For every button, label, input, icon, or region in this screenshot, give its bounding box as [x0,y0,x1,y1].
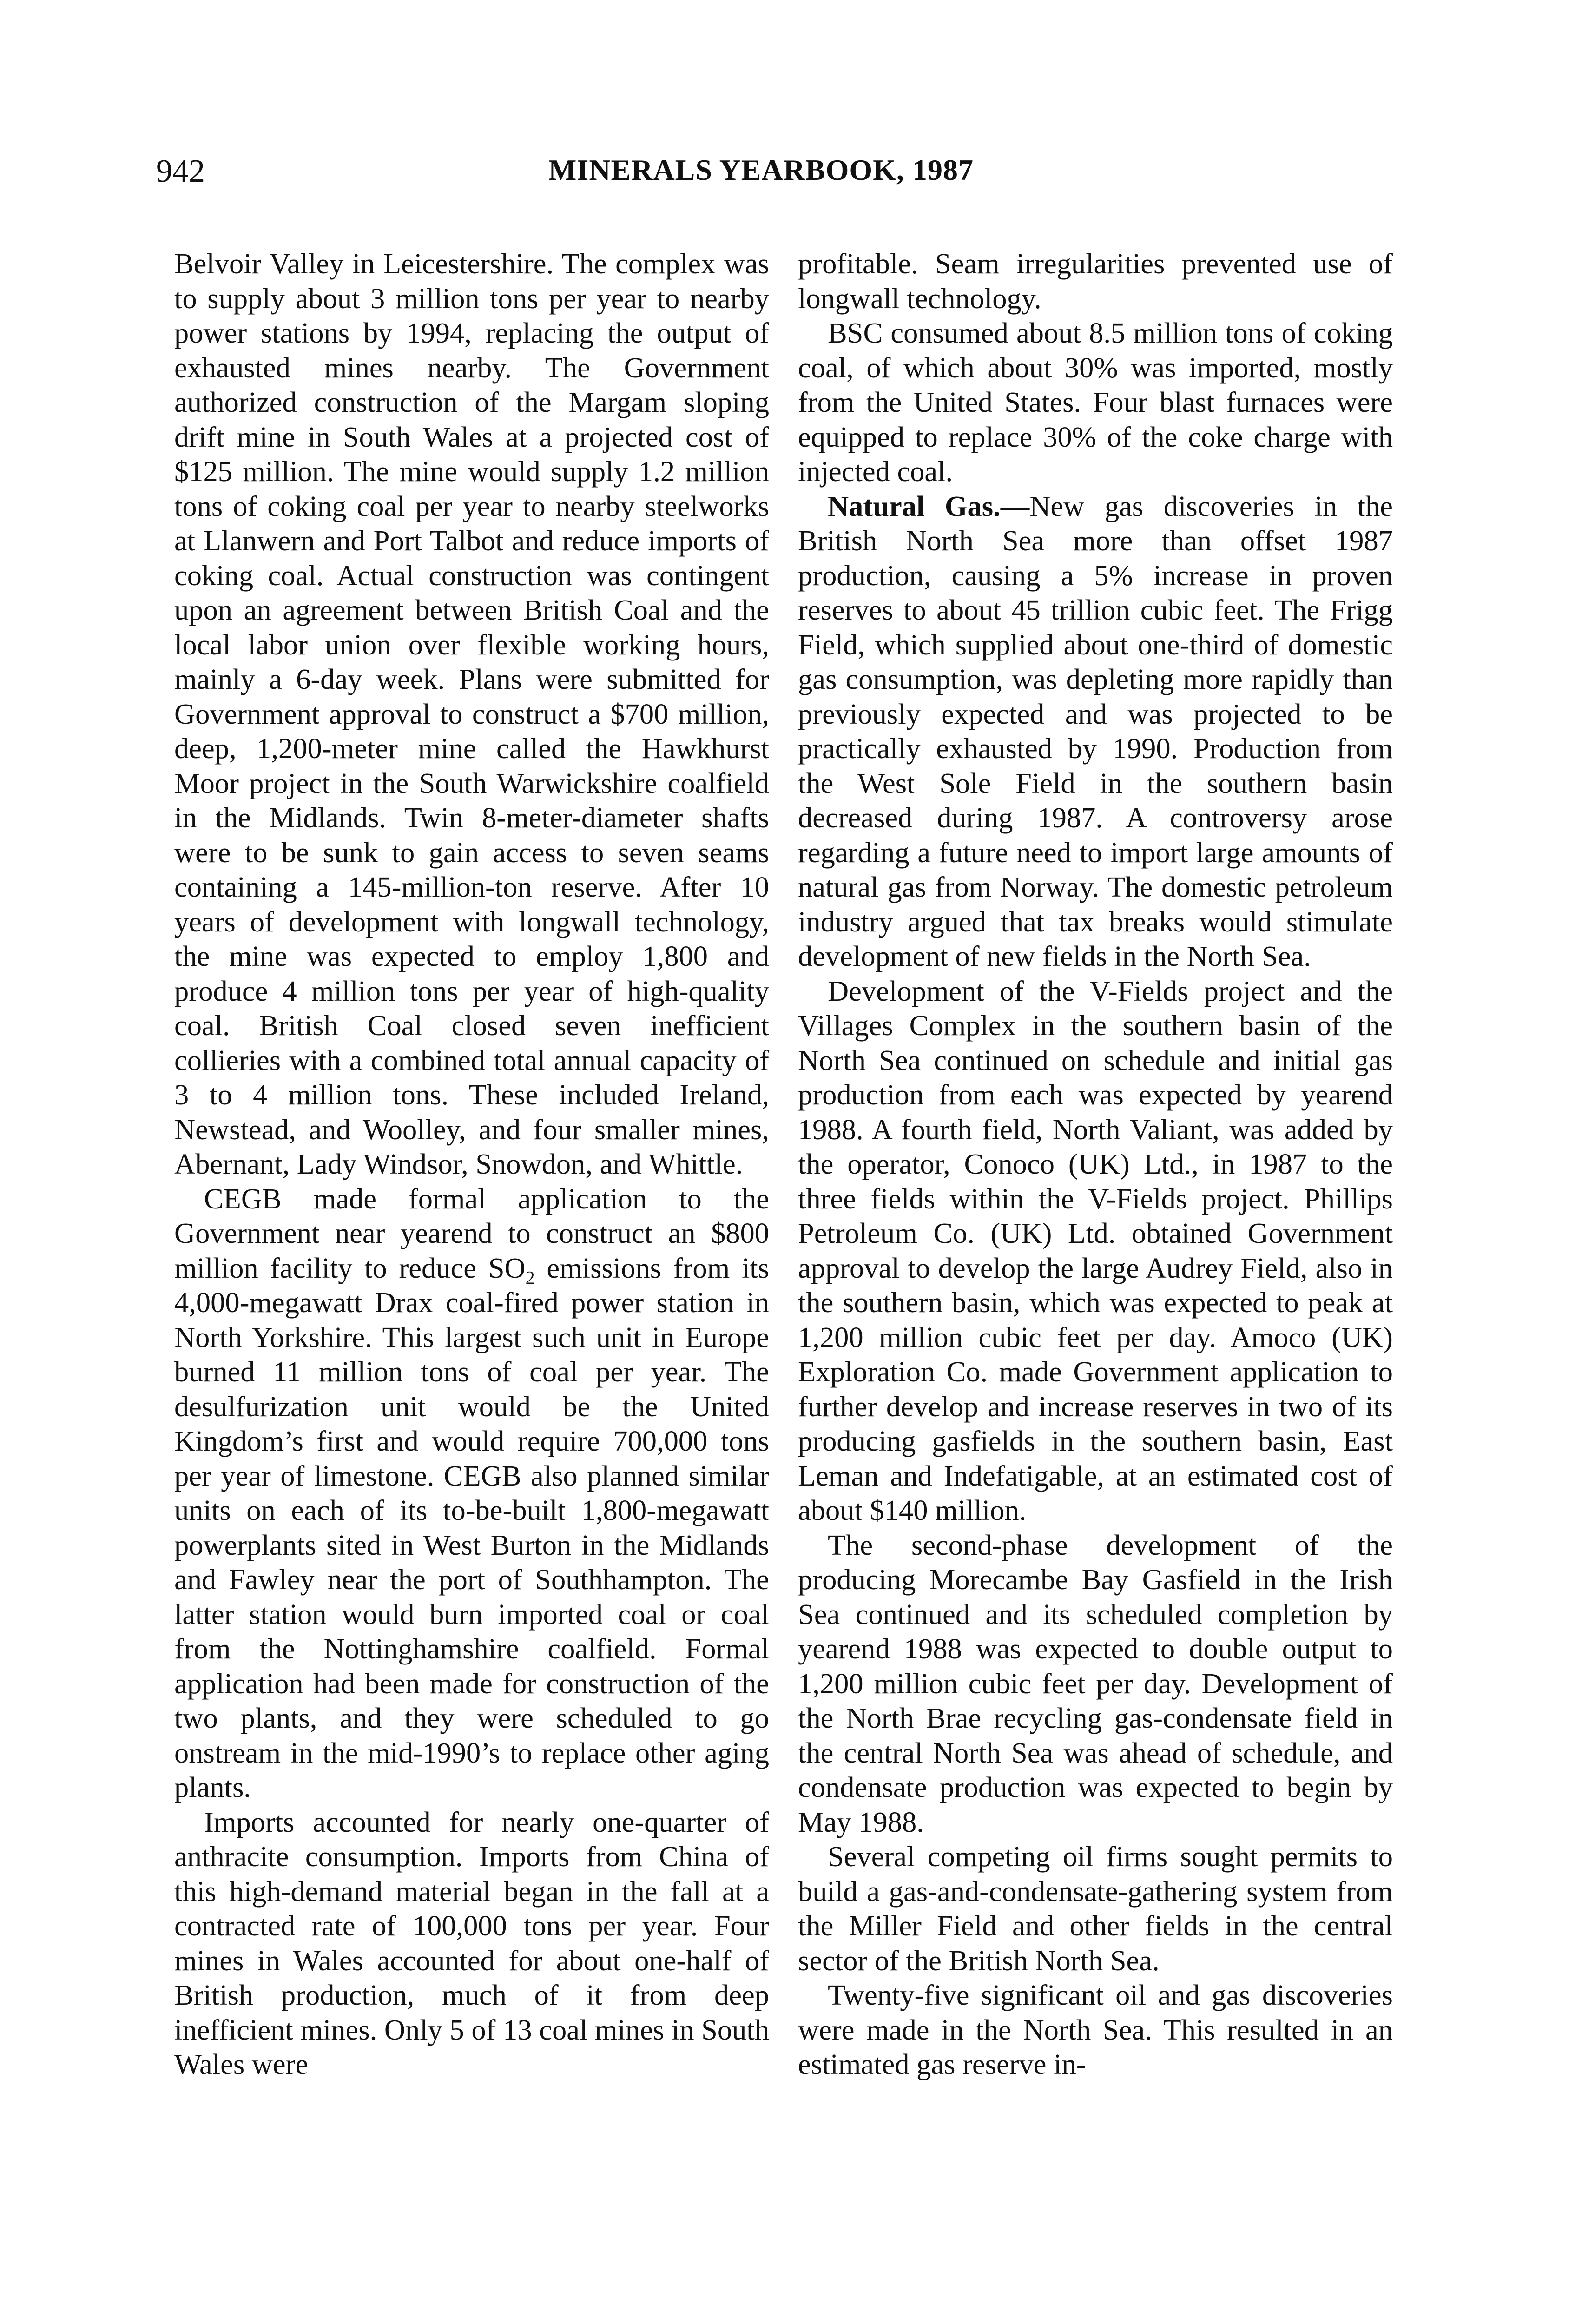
page-number: 942 [156,153,205,189]
paragraph-morecambe-bay: The second-phase development of the producing Morecambe Bay Gasfield in the Irish Sea continued and its scheduled completion by yearend 1988 was expected to double output to 1,200 million cubic feet per day. Development of the North Brae recycling gas-condensate field in the central North Sea was ahead of schedule, and condensate production was expected to begin by May 1988. [798,1528,1393,1838]
so2-text-after: emissions from its 4,000-megawatt Drax coal-fired power station in North Yorkshire. This largest such unit in Europe burned 11 million tons of coal per year. The desulfurization unit would be the United Kingdom’s first and would require 700,000 tons per year of limestone. CEGB also planned similar units on each of its to-be-built 1,800-megawatt powerplants sited in West Burton in the Midlands and Fawley near the port of Southhampton. The latter station would burn imported coal or coal from the Nottinghamshire coalfield. Formal application had been made for construction of the two plants, and they were scheduled to go onstream in the mid-1990’s to replace other aging plants. [174,1251,769,1803]
so2-text-before: CEGB made formal application to the Government near yearend to construct an $800 million facility to reduce SO [174,1182,769,1284]
paragraph-anthracite-imports: Imports accounted for nearly one-quarter of anthracite consumption. Imports from China of this high-demand material began in the fall at a contracted rate of 100,000 tons per year. Four mines in Wales accounted for about one-half of British production, much of it from deep inefficient mines. Only 5 of 13 coal mines in South Wales were [174,1805,769,2080]
paragraph-bsc-coking-coal: BSC consumed about 8.5 million tons of coking coal, of which about 30% was imported, mostly from the United States. Four blast furnaces were equipped to replace 30% of the coke charge with injected coal. [798,317,1393,488]
paragraph-v-fields: Development of the V-Fields project and the Villages Complex in the southern basin of the North Sea continued on schedule and initial gas production from each was expected by yearend 1988. A fourth field, North Valiant, was added by the operator, Conoco (UK) Ltd., in 1987 to the three fields within the V-Fields project. Phillips Petroleum Co. (UK) Ltd. obtained Government approval to develop the large Audrey Field, also in the southern basin, which was expected to peak at 1,200 million cubic feet per day. Amoco (UK) Exploration Co. made Government application to further develop and increase reserves in two of its producing gasfields in the southern basin, East Leman and Indefatigable, at an estimated cost of about $140 million. [798,974,1393,1526]
right-column [798,246,1393,2082]
paragraph-cegb-desulfurization [174,1182,769,1805]
left-column [174,246,769,2082]
section-heading-natural-gas: Natural Gas.— [828,489,1030,522]
running-head: MINERALS YEARBOOK, 1987 [548,153,974,186]
paragraph-seam-irregularities: profitable. Seam irregularities prevented use of longwall technology. [798,247,1393,315]
so2-subscript: 2 [525,1267,535,1288]
natural-gas-body: New gas discoveries in the British North Sea more than offset 1987 production, causing a 5% increase in proven reserves to about 45 trillion cubic feet. The Frigg Field, which supplied about one-third of domestic gas consumption, was depleting more rapidly than previously expected and was projected to be practically exhausted by 1990. Production from the West Sole Field in the southern basin decreased during 1987. A controversy arose regarding a future need to import large amounts of natural gas from Norway. The domestic petroleum industry argued that tax breaks would stimulate development of new fields in the North Sea. [798,489,1393,972]
paragraph-coal-projects: Belvoir Valley in Leicestershire. The complex was to supply about 3 million tons per year to nearby power stations by 1994, replacing the output of exhausted mines nearby. The Government authorized construction of the Margam sloping drift mine in South Wales at a projected cost of $125 million. The mine would supply 1.2 million tons of coking coal per year to nearby steelworks at Llanwern and Port Talbot and reduce imports of coking coal. Actual construction was contingent upon an agreement between British Coal and the local labor union over flexible working hours, mainly a 6-day week. Plans were submitted for Government approval to construct a $700 million, deep, 1,200-meter mine called the Hawkhurst Moor project in the South Warwickshire coalfield in the Midlands. Twin 8-meter-diameter shafts were to be sunk to gain access to seven seams containing a 145-million-ton reserve. After 10 years of development with longwall technology, the mine was expected to employ 1,800 and produce 4 million tons per year of high-quality coal. British Coal closed seven inefficient collieries with a combined total annual capacity of 3 to 4 million tons. These included Ireland, Newstead, and Woolley, and four smaller mines, Abernant, Lady Windsor, Snowdon, and Whittle. [174,247,769,1180]
paragraph-miller-field: Several competing oil firms sought permits to build a gas-and-condensate-gathering system from the Miller Field and other fields in the central sector of the British North Sea. [798,1840,1393,1977]
paragraph-natural-gas [798,489,1393,974]
paragraph-discoveries: Twenty-five significant oil and gas discoveries were made in the North Sea. This resulted in an estimated gas reserve in- [798,1979,1393,2080]
